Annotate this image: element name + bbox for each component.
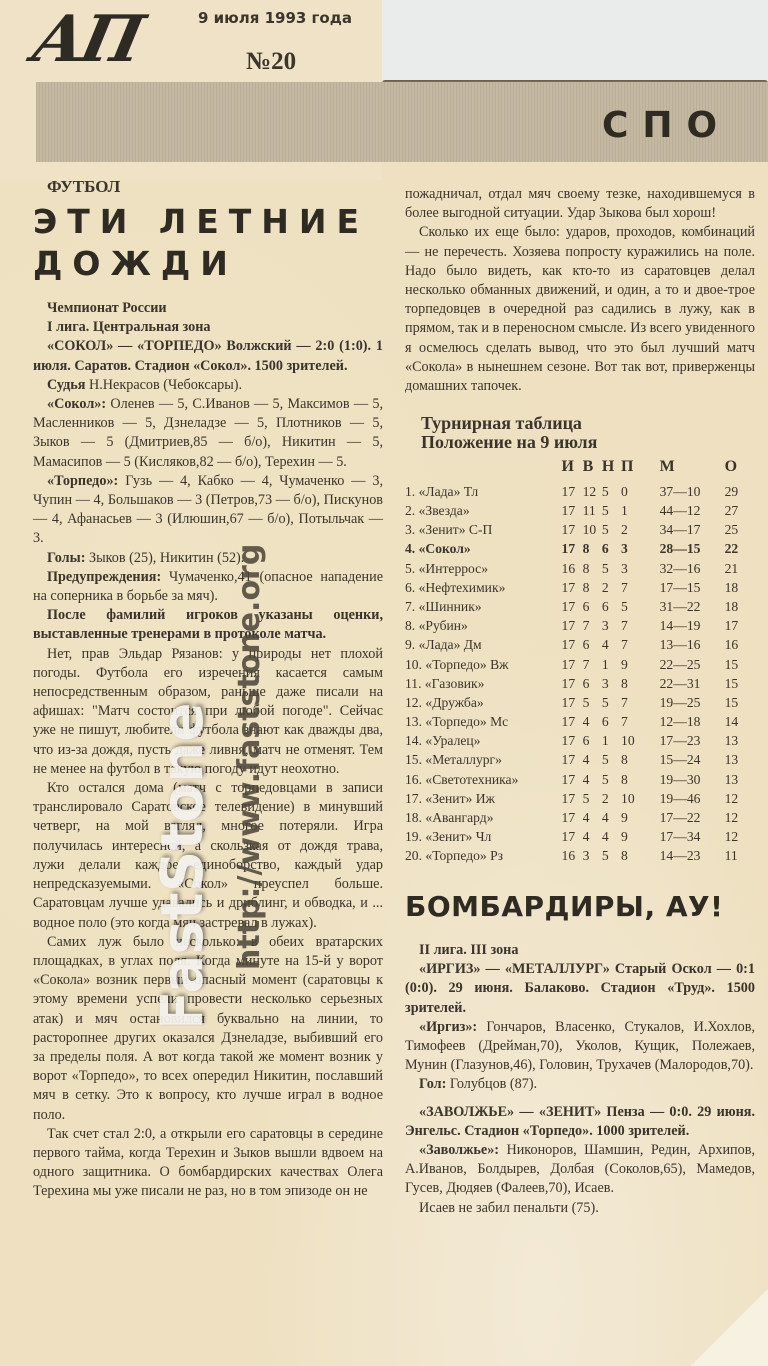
cell-m: 44—12 xyxy=(659,503,701,519)
cell-p: 13 xyxy=(724,752,739,768)
cell-l: 2 xyxy=(621,522,628,538)
cell-g: 17 xyxy=(561,694,576,710)
cell-m: 15—24 xyxy=(659,752,701,768)
article2-body xyxy=(405,941,755,1218)
cell-d: 5 xyxy=(601,483,609,499)
cell-team: 20. «Торпедо» Рз xyxy=(405,848,504,864)
cell-l: 7 xyxy=(621,579,628,595)
cell-w: 11 xyxy=(582,503,596,519)
match-info: «ИРГИЗ» — «МЕТАЛЛУРГ» Старый Оскол — 0:1 (0:0). 29 июня. Балаково. Стадион «Труд». 1500 зрителей. xyxy=(405,961,755,1016)
paragraph: Самих луж было несколько: в обеих вратарских площадках, в углах поля. Когда минуте на 15-й у ворот «Сокола» возник первый опасный момент (саратовцы к этому времени успели провести несколько серьезных атак) и мяч остановился буквально на линии, то расторопнее других оказался Дзнеладзе, выбивший его за пределы поля. А вот когда такой же момент возник у ворот «Торпедо», то всех опередил Никитин, пославший мяч в сетку. Это к вопросу, кто лучше играл в водное поло. xyxy=(33,933,383,1123)
cell-w: 7 xyxy=(582,656,590,672)
cell-m: 34—17 xyxy=(659,522,701,538)
cell-w: 10 xyxy=(582,522,597,538)
league: I лига. Центральная зона xyxy=(47,319,211,336)
cell-p: 12 xyxy=(724,810,739,826)
table-row xyxy=(405,617,751,636)
article2-headline: БОМБАРДИРЫ, АУ! xyxy=(405,889,724,923)
cell-team: 11. «Газовик» xyxy=(405,675,485,691)
cell-team: 2. «Звезда» xyxy=(405,503,470,519)
cell-team: 12. «Дружба» xyxy=(405,694,484,710)
paragraph: Кто остался дома (матч с торпедовцами в записи транслировало Саратовское телевидение) в минувший четверг, на мой взгляд, многое потеряли. Игра получилась интересной, а скользкая от дождя трава, лужи делали каждое единоборство, каждый удар непредсказуемыми. «Сокол» преуспел больше. Саратовцам лучше удавались и дриблинг, и обводка, и ... водное поло (это когда мяч застревал в лужах). xyxy=(33,780,383,931)
cell-d: 4 xyxy=(601,637,609,653)
cell-g: 17 xyxy=(561,618,576,634)
table-row xyxy=(405,808,751,827)
cell-l: 7 xyxy=(621,714,628,730)
cell-team: 14. «Уралец» xyxy=(405,733,481,749)
headline-line-2: ДОЖДИ xyxy=(33,244,238,283)
cell-g: 17 xyxy=(561,503,576,519)
cell-team: 1. «Лада» Тл xyxy=(405,483,479,499)
cell-g: 17 xyxy=(561,810,576,826)
table-row xyxy=(405,597,751,616)
cell-w: 6 xyxy=(582,598,590,614)
cell-d: 1 xyxy=(601,733,609,749)
cell-p: 12 xyxy=(724,829,739,845)
cell-p: 22 xyxy=(724,541,739,557)
cell-d: 5 xyxy=(601,752,609,768)
cell-m: 37—10 xyxy=(659,483,701,499)
cell-g: 16 xyxy=(561,560,576,576)
cell-d: 3 xyxy=(601,618,609,634)
cell-m: 28—15 xyxy=(659,541,701,557)
cell-m: 17—34 xyxy=(659,829,701,845)
right-column xyxy=(405,185,755,1218)
referee: Судья Н.Некрасов (Чебоксары). xyxy=(47,376,243,393)
cell-g: 17 xyxy=(561,522,576,538)
cell-p: 12 xyxy=(724,790,739,806)
cell-w: 6 xyxy=(582,733,590,749)
cell-g: 17 xyxy=(561,733,576,749)
goal: Гол: Голубцов (87). xyxy=(419,1076,538,1093)
cell-d: 2 xyxy=(601,579,609,595)
cell-w: 4 xyxy=(582,714,590,730)
cell-team: 17. «Зенит» Иж xyxy=(405,790,495,806)
cell-d: 6 xyxy=(601,714,609,730)
cell-team: 9. «Лада» Дм xyxy=(405,637,482,653)
cell-m: 32—16 xyxy=(659,560,701,576)
table-row xyxy=(405,847,751,866)
table-row xyxy=(405,501,751,520)
cell-l: 7 xyxy=(621,637,628,653)
cell-team: 7. «Шинник» xyxy=(405,598,482,614)
cell-team: 10. «Торпедо» Вж xyxy=(405,656,509,672)
cell-l: 7 xyxy=(621,694,628,710)
cell-g: 17 xyxy=(561,714,576,730)
cell-d: 5 xyxy=(601,522,609,538)
issue-date: 9 июля 1993 года xyxy=(198,9,352,27)
cell-p: 15 xyxy=(724,694,739,710)
cell-m: 12—18 xyxy=(659,714,701,730)
left-column xyxy=(33,177,383,1202)
cell-w: 5 xyxy=(582,790,590,806)
cell-w: 6 xyxy=(582,675,590,691)
table-row xyxy=(405,655,751,674)
cell-m: 17—23 xyxy=(659,733,701,749)
cell-team: 4. «Сокол» xyxy=(405,541,471,557)
cell-p: 25 xyxy=(724,522,739,538)
cell-team: 18. «Авангард» xyxy=(405,810,494,826)
table-row xyxy=(405,559,751,578)
cell-g: 17 xyxy=(561,541,576,557)
cell-g: 17 xyxy=(561,675,576,691)
standings-table xyxy=(405,456,751,866)
cell-m: 19—30 xyxy=(659,771,701,787)
cell-team: 15. «Металлург» xyxy=(405,752,502,768)
irgiz-lineup: «Иргиз»: Гончаров, Власенко, Стукалов, И.Хохлов, Тимофеев (Дрейман,70), Уколов, Кущик, Полежаев, Мунин (Глазунов,46), Головин, Трухачев (Малородов,70). xyxy=(405,1018,755,1074)
cell-p: 17 xyxy=(724,618,739,634)
cell-g: 17 xyxy=(561,771,576,787)
cell-l: 9 xyxy=(621,829,628,845)
newspaper-logo: АП xyxy=(26,2,147,77)
cell-p: 18 xyxy=(724,598,739,614)
table-row xyxy=(405,578,751,597)
goals: Голы: Зыков (25), Никитин (52). xyxy=(47,549,245,566)
cell-d: 4 xyxy=(601,829,609,845)
article-headline xyxy=(33,201,383,285)
table-row xyxy=(405,732,751,751)
cell-m: 13—16 xyxy=(659,637,701,653)
match-info: «ЗАВОЛЖЬЕ» — «ЗЕНИТ» Пенза — 0:0. 29 июня. Энгельс. Стадион «Торпедо». 1000 зрителей. xyxy=(405,1103,755,1139)
cell-p: 16 xyxy=(724,637,739,653)
issue-number: №20 xyxy=(246,48,297,75)
cell-g: 17 xyxy=(561,790,576,806)
paragraph: Так счет стал 2:0, а открыли его саратовцы в середине первого тайма, когда Терехин и Зыков вышли вдвоем на одного защитника. О бомбардирских качествах Олега Терехина мы уже писали не раз, но в том эпизоде он не xyxy=(33,1125,383,1200)
cell-p: 15 xyxy=(724,675,739,691)
sokol-lineup: «Сокол»: Оленев — 5, С.Иванов — 5, Максимов — 5, Масленников — 5, Дзнеладзе — 5, Плотников — 5, Зыков — 5 (Дмитриев,85 — б/о), Никитин — 5, Мамасипов — 5 (Кисляков,82 — б/о), Терехин — 5. xyxy=(33,396,383,470)
article-continuation xyxy=(405,185,755,396)
cell-w: 8 xyxy=(582,541,590,557)
paragraph: Нет, прав Эльдар Рязанов: у природы нет плохой погоды. Футбола его изречения касается самым непосредственным образом, раньше даже писали на афишах: "Матч состоится при любой погоде". Сейчас уже не пишут, любители футбола знают как дважды два, что из-за дождя, пусть даже ливня, матч не отменят. Тем не менее на футбол в такую погоду идут неохотно. xyxy=(33,645,383,777)
cell-l: 8 xyxy=(621,848,628,864)
cell-d: 5 xyxy=(601,771,609,787)
cell-m: 19—46 xyxy=(659,790,701,806)
cell-w: 7 xyxy=(582,618,590,634)
cell-d: 5 xyxy=(601,848,609,864)
cell-team: 8. «Рубин» xyxy=(405,618,468,634)
cell-w: 12 xyxy=(582,483,597,499)
table-row xyxy=(405,712,751,731)
cell-l: 8 xyxy=(621,752,628,768)
paper-fold xyxy=(688,1290,768,1366)
paragraph: Сколько их еще было: ударов, проходов, комбинаций — не перечесть. Хозяева попросту куражились на поле. Надо было видеть, как кто-то из саратовцев делал несколько обманных движений, и один, а то и двое-трое торпедовцев в очередной раз садились в лужу, как в прямом, так и в переносном смысле. Из всего увиденного я осмелюсь сделать вывод, что это был лучший матч «Сокола» в нынешнем сезоне. Вот так вот, приверженцы домашних тапочек. xyxy=(405,224,755,395)
cell-team: 6. «Нефтехимик» xyxy=(405,579,506,595)
cell-p: 14 xyxy=(724,714,739,730)
cell-l: 1 xyxy=(621,503,628,519)
watermark-url: http://www.faststone.org xyxy=(232,543,267,970)
standings-body xyxy=(405,482,751,866)
cell-w: 6 xyxy=(582,637,590,653)
cell-m: 17—22 xyxy=(659,810,701,826)
section-title: СПО xyxy=(602,105,732,146)
warnings: Предупреждения: Чумаченко,41 (опасное нападение на соперника в борьбе за мяч). xyxy=(33,568,383,605)
cell-g: 17 xyxy=(561,483,576,499)
cell-team: 19. «Зенит» Чл xyxy=(405,829,492,845)
col-wins: В xyxy=(582,458,594,476)
cell-l: 5 xyxy=(621,598,628,614)
col-games: И xyxy=(561,458,574,476)
cell-l: 9 xyxy=(621,656,628,672)
cell-l: 8 xyxy=(621,675,628,691)
cell-l: 0 xyxy=(621,483,628,499)
cell-p: 13 xyxy=(724,771,739,787)
cell-w: 5 xyxy=(582,694,590,710)
headline-line-1: ЭТИ ЛЕТНИЕ xyxy=(33,202,370,241)
cell-w: 4 xyxy=(582,829,590,845)
table-row xyxy=(405,828,751,847)
cell-l: 8 xyxy=(621,771,628,787)
cell-w: 8 xyxy=(582,560,590,576)
table-row xyxy=(405,482,751,501)
cell-g: 17 xyxy=(561,598,576,614)
col-goals: М xyxy=(659,458,675,476)
standings-title: Турнирная таблица Положение на 9 июля xyxy=(421,413,598,453)
cell-p: 15 xyxy=(724,656,739,672)
cell-d: 5 xyxy=(601,560,609,576)
cell-w: 4 xyxy=(582,810,590,826)
cell-g: 17 xyxy=(561,637,576,653)
standings-header xyxy=(405,456,751,482)
cell-d: 4 xyxy=(601,810,609,826)
penalty-note: Исаев не забил пенальти (75). xyxy=(419,1199,599,1216)
league: II лига. III зона xyxy=(419,941,519,958)
table-row xyxy=(405,770,751,789)
cell-g: 17 xyxy=(561,656,576,672)
torpedo-lineup: «Торпедо»: Гузь — 4, Кабко — 4, Чумаченко — 3, Чупин — 4, Большаков — 3 (Петров,73 — б/о), Пискунов — 4, Афанасьев — 3 (Илюшин,67 — б/о), Потыльчак — 3. xyxy=(33,472,383,547)
cell-p: 21 xyxy=(724,560,739,576)
cell-l: 10 xyxy=(621,790,635,806)
match-info: «СОКОЛ» — «ТОРПЕДО» Волжский — 2:0 (1:0). 1 июля. Саратов. Стадион «Сокол». 1500 зрителей. xyxy=(33,338,383,374)
cell-l: 3 xyxy=(621,560,628,576)
cell-m: 19—25 xyxy=(659,694,701,710)
cell-m: 31—22 xyxy=(659,598,701,614)
cell-w: 4 xyxy=(582,752,590,768)
cell-p: 11 xyxy=(724,848,738,864)
zavolzhye-lineup: «Заволжье»: Никоноров, Шамшин, Редин, Архипов, А.Иванов, Болдырев, Долбая (Соколов,65), Мамедов, Гусев, Дюдяев (Фалеев,70), Исаев. xyxy=(405,1142,755,1197)
cell-d: 3 xyxy=(601,675,609,691)
cell-team: 3. «Зенит» С-П xyxy=(405,522,493,538)
cell-l: 9 xyxy=(621,810,628,826)
cell-m: 17—15 xyxy=(659,579,701,595)
table-row xyxy=(405,693,751,712)
cell-w: 3 xyxy=(582,848,590,864)
cell-d: 5 xyxy=(601,503,609,519)
table-row xyxy=(405,751,751,770)
cell-g: 17 xyxy=(561,579,576,595)
col-losses: П xyxy=(621,458,634,476)
cell-p: 29 xyxy=(724,483,739,499)
cell-g: 16 xyxy=(561,848,576,864)
cell-d: 1 xyxy=(601,656,609,672)
cell-l: 3 xyxy=(621,541,628,557)
table-row xyxy=(405,540,751,559)
table-row xyxy=(405,521,751,540)
cell-l: 7 xyxy=(621,618,628,634)
cell-m: 22—31 xyxy=(659,675,701,691)
cell-g: 17 xyxy=(561,752,576,768)
paragraph: пожадничал, отдал мяч своему тезке, находившемуся в более выгодной ситуации. Удар Зыкова был хорош! xyxy=(405,186,755,222)
championship: Чемпионат России xyxy=(47,300,167,316)
ratings-note: После фамилий игроков указаны оценки, выставленные тренерами в протоколе матча. xyxy=(33,607,383,643)
cell-team: 16. «Светотехника» xyxy=(405,771,519,787)
table-row xyxy=(405,674,751,693)
cell-g: 17 xyxy=(561,829,576,845)
table-row xyxy=(405,636,751,655)
cell-team: 5. «Интеррос» xyxy=(405,560,489,576)
cell-m: 14—23 xyxy=(659,848,701,864)
cell-w: 8 xyxy=(582,579,590,595)
cell-l: 10 xyxy=(621,733,635,749)
cell-m: 14—19 xyxy=(659,618,701,634)
cell-d: 5 xyxy=(601,694,609,710)
cell-d: 2 xyxy=(601,790,609,806)
cell-team: 13. «Торпедо» Мс xyxy=(405,714,509,730)
cell-w: 4 xyxy=(582,771,590,787)
watermark-brand: FastStone xyxy=(148,702,216,1030)
cell-d: 6 xyxy=(601,541,609,557)
rubric: ФУТБОЛ xyxy=(47,177,121,196)
cell-m: 22—25 xyxy=(659,656,701,672)
col-draws: Н xyxy=(601,458,615,476)
cell-p: 18 xyxy=(724,579,739,595)
table-row xyxy=(405,789,751,808)
cell-d: 6 xyxy=(601,598,609,614)
col-points: О xyxy=(724,458,738,476)
cell-p: 13 xyxy=(724,733,739,749)
cell-p: 27 xyxy=(724,503,739,519)
